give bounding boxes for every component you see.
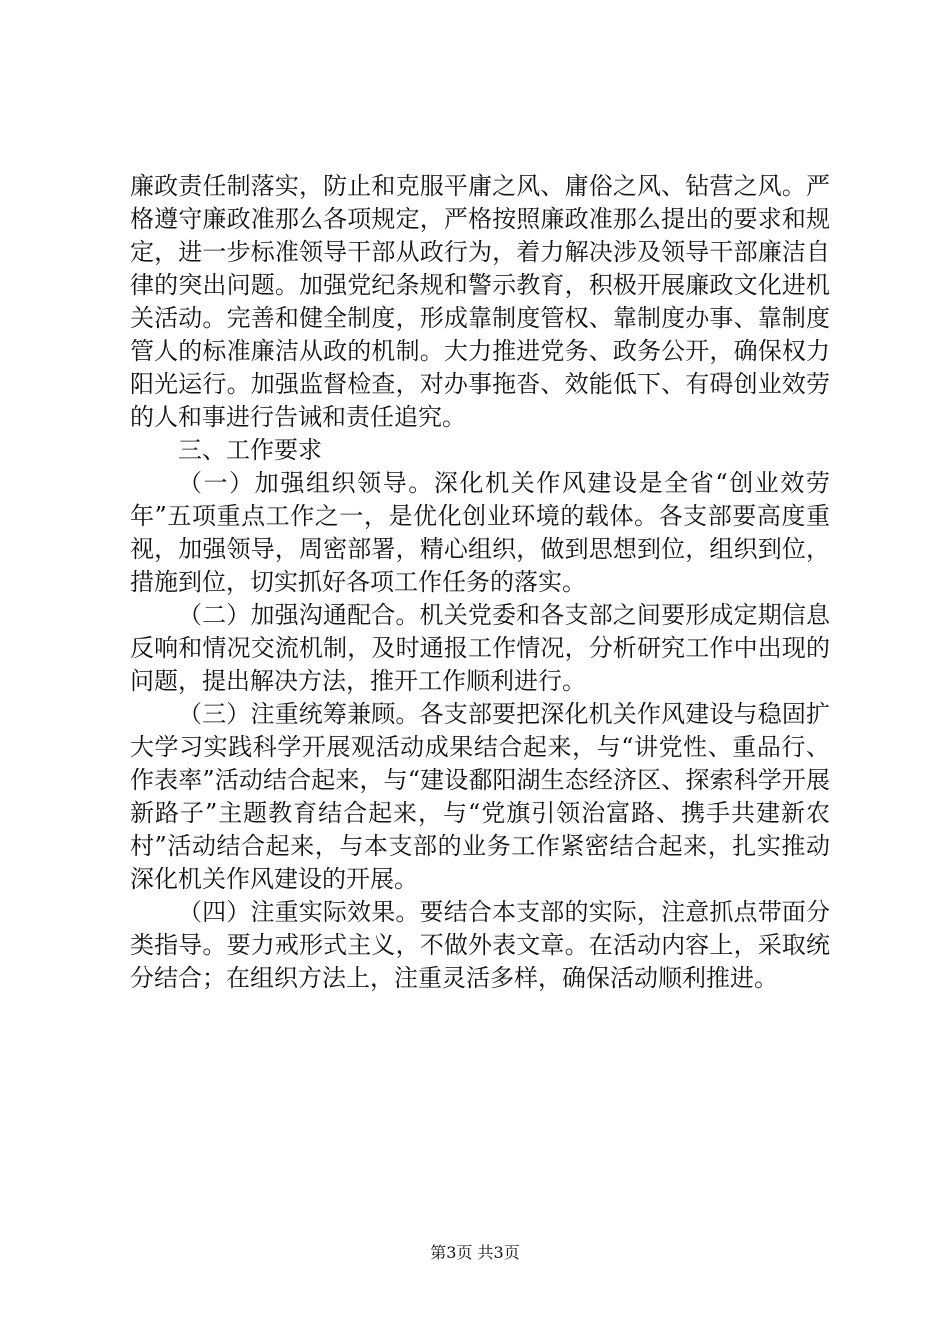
page-number-footer: 第3页 共3页	[430, 1243, 520, 1262]
paragraph-item-3: （三）注重统筹兼顾。各支部要把深化机关作风建设与稳固扩大学习实践科学开展观活动成果结合起来，与“讲党性、重品行、作表率”活动结合起来，与“建设鄱阳湖生态经济区、探索科学开展新路子”主题教育结合起来，与“党旗引领治富路、携手共建新农村”活动结合起来，与本支部的业务工作紧密结合起来，扎实推动深化机关作风建设的开展。	[130, 700, 830, 893]
paragraph-item-2: （二）加强沟通配合。机关党委和各支部之间要形成定期信息反响和情况交流机制，及时通报工作情况，分析研究工作中出现的问题，提出解决方法，推开工作顺利进行。	[130, 601, 830, 695]
paragraph-item-1: （一）加强组织领导。深化机关作风建设是全省“创业效劳年”五项重点工作之一，是优化创业环境的载体。各支部要高度重视，加强领导，周密部署，精心组织，做到思想到位，组织到位，措施到位，切实抓好各项工作任务的落实。	[130, 469, 830, 596]
document-body	[130, 170, 830, 995]
paragraph-item-4: （四）注重实际效果。要结合本支部的实际，注意抓点带面分类指导。要力戒形式主义，不做外表文章。在活动内容上，采取统分结合；在组织方法上，注重灵活多样，确保活动顺利推进。	[130, 898, 830, 992]
section-heading-work-requirements: 三、工作要求	[178, 436, 322, 464]
paragraph-continuation: 廉政责任制落实，防止和克服平庸之风、庸俗之风、钻营之风。严格遵守廉政准那么各项规定，严格按照廉政准那么提出的要求和规定，进一步标准领导干部从政行为，着力解决涉及领导干部廉洁自律的突出问题。加强党纪条规和警示教育，积极开展廉政文化进机关活动。完善和健全制度，形成靠制度管权、靠制度办事、靠制度管人的标准廉洁从政的机制。大力推进党务、政务公开，确保权力阳光运行。加强监督检查，对办事拖沓、效能低下、有碍创业效劳的人和事进行告诫和责任追究。	[130, 172, 830, 431]
